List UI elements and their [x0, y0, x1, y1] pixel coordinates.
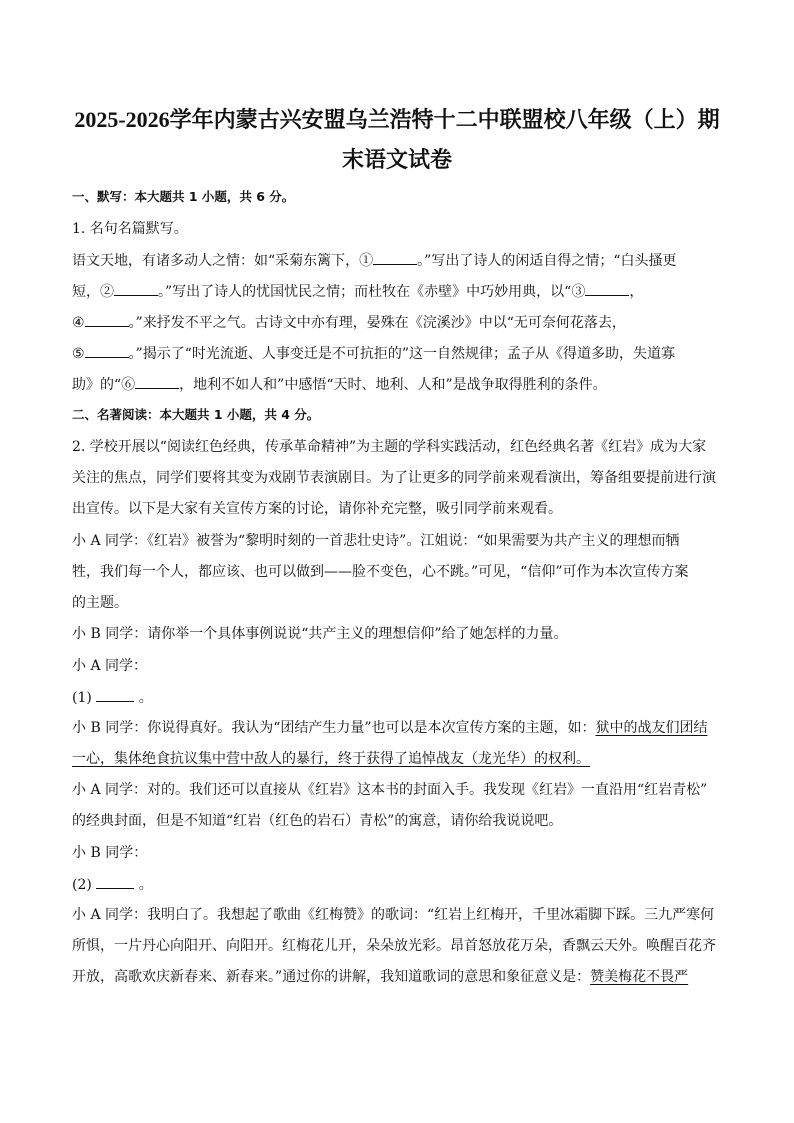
- q2-intro-line-1: 2. 学校开展以“阅读红色经典，传承革命精神”为主题的学科实践活动，红色经典名著《红岩》成为大家: [72, 439, 707, 455]
- dialogue-a1-line-2: 牲，我们每一个人，都应该、也可以做到——脸不变色，心不跳。”可见，“信仰”可作为本次宣传方案: [72, 564, 689, 580]
- q1-text: ，地利不如人和”中感悟“天时、地利、人和”是战争取得胜利的条件。: [179, 377, 607, 393]
- underlined-answer: 赞美梅花不畏严: [590, 969, 689, 985]
- dialogue-a3-line-1: 小 A 同学：对的。我们还可以直接从《红岩》这本书的封面入手。我发现《红岩》一直沿用“红岩青松”: [72, 782, 708, 798]
- dialogue-b2-line-1: [72, 718, 722, 738]
- dialogue-a1-line-3: 的主题。: [72, 595, 128, 611]
- dialogue-a4-line-1: 小 A 同学：我明白了。我想起了歌曲《红梅赞》的歌词：“红岩上红梅开，千里冰霜脚下踩。三九严寒何: [72, 907, 715, 923]
- dialogue-text: 小 B 同学：你说得真好。我认为“团结产生力量”也可以是本次宣传方案的主题，如：: [72, 720, 596, 736]
- exam-title-line2: 末语文试卷: [341, 147, 452, 172]
- dialogue-a4-line-3: [72, 967, 722, 987]
- answer-blank-1[interactable]: [373, 250, 417, 265]
- q1-line-3: [72, 312, 722, 333]
- answer-line-1: [72, 687, 722, 708]
- dialogue-a2: 小 A 同学：: [72, 658, 148, 674]
- q1-text: 助》的“⑥: [72, 377, 136, 393]
- q1-text: 。”写出了诗人的闲适自得之情；“白头搔更: [417, 253, 677, 269]
- dialogue-b2-line-2: [72, 749, 722, 769]
- underlined-example: 一心，集体绝食抗议集中营中敌人的暴行，终于获得了追悼战友（龙光华）的权利。: [72, 751, 590, 767]
- q1-line-2: [72, 281, 722, 302]
- blank-end: 。: [138, 877, 153, 893]
- underlined-example: 狱中的战友们团结: [595, 720, 708, 736]
- answer-blank-4[interactable]: [85, 312, 129, 327]
- dialogue-a4-line-2: 所惧，一片丹心向阳开、向阳开。红梅花儿开，朵朵放光彩。昂首怒放花万朵，香飘云天外。唤醒百花齐: [72, 938, 716, 954]
- q2-intro-line-2: 关注的焦点，同学们要将其变为戏剧节表演剧目。为了让更多的同学前来观看演出，筹备组要提前进行演: [72, 470, 716, 486]
- answer-blank-q2-2[interactable]: [96, 874, 134, 889]
- q1-line-4: [72, 343, 722, 364]
- q1-line-1: [72, 250, 722, 271]
- q1-text: 短，②: [72, 284, 114, 300]
- answer-line-2: [72, 874, 722, 895]
- q1-text: ，: [629, 284, 644, 300]
- dialogue-b1: 小 B 同学：请你举一个具体事例说说“共产主义的理想信仰”给了她怎样的力量。: [72, 626, 568, 642]
- q1-line-5: [72, 374, 722, 395]
- answer-blank-6[interactable]: [135, 374, 179, 389]
- answer-blank-2[interactable]: [114, 281, 158, 296]
- dialogue-a3-line-2: 的经典封面，但是不知道“红岩（红色的岩石）青松”的寓意，请你给我说说吧。: [72, 813, 563, 829]
- answer-blank-5[interactable]: [85, 343, 129, 358]
- q1-text: ⑤: [72, 346, 85, 362]
- dialogue-text: 开放，高歌欢庆新春来、新春来。”通过你的讲解，我知道歌词的意思和象征意义是：: [72, 969, 591, 985]
- answer-blank-q2-1[interactable]: [96, 687, 134, 702]
- q2-intro-line-3: 出宣传。以下是大家有关宣传方案的讨论，请你补充完整，吸引同学前来观看。: [72, 501, 562, 517]
- section-heading-dictation: 一、默写：本大题共 1 小题，共 6 分。: [72, 189, 295, 204]
- dialogue-b3: 小 B 同学：: [72, 845, 148, 861]
- blank-end: 。: [138, 690, 153, 706]
- q1-text: 。”来抒发不平之气。古诗文中亦有理，晏殊在《浣溪沙》中以“无可奈何花落去，: [128, 315, 626, 331]
- q1-text: 。”写出了诗人的忧国忧民之情；而杜牧在《赤壁》中巧妙用典，以“③: [158, 284, 586, 300]
- blank-number: (2): [72, 877, 92, 893]
- q1-text: 。”揭示了“时光流逝、人事变迁是不可抗拒的”这一自然规律；孟子从《得道多助，失道寡: [128, 346, 676, 362]
- exam-title-line1: 2025-2026学年内蒙古兴安盟乌兰浩特十二中联盟校八年级（上）期: [74, 107, 720, 132]
- section-heading-classics: 二、名著阅读：本大题共 1 小题，共 4 分。: [72, 407, 320, 422]
- q1-text: 语文天地，有诸多动人之情：如“采菊东篱下，①: [72, 253, 374, 269]
- answer-blank-3[interactable]: [585, 281, 629, 296]
- q1-text: ④: [72, 315, 85, 331]
- q1-stem: 1. 名句名篇默写。: [72, 221, 188, 237]
- blank-number: (1): [72, 690, 92, 706]
- dialogue-a1-line-1: 小 A 同学：《红岩》被誉为“黎明时刻的一首悲壮史诗”。江姐说：“如果需要为共产主义的理想而牺: [72, 533, 680, 549]
